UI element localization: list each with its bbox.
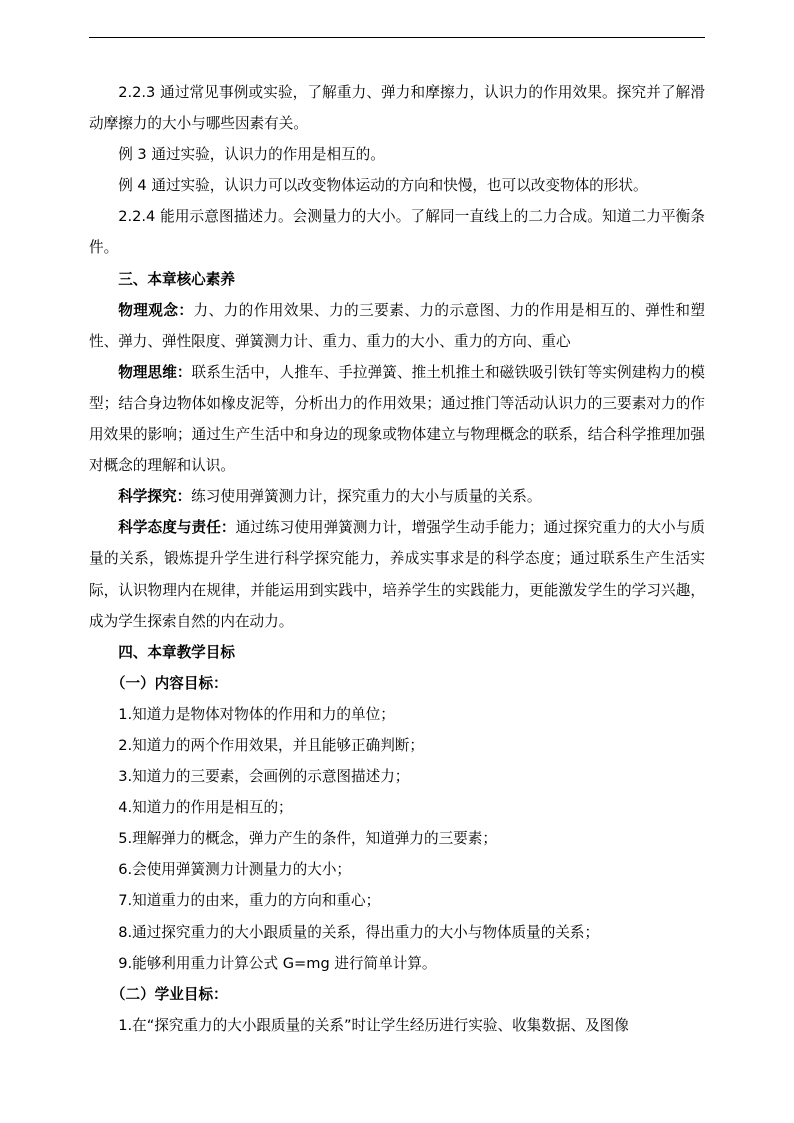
paragraph-2-2-3: 2.2.3 通过常见事例或实验，了解重力、弹力和摩擦力，认识力的作用效果。探究并了解滑动摩擦力的大小与哪些因素有关。 [89, 84, 705, 133]
academic-goal-item-1: 1.在“探究重力的大小跟质量的关系”时让学生经历进行实验、收集数据、及图像 [118, 1016, 629, 1034]
section-heading-core-literacy: 三、本章核心素养 [118, 270, 235, 288]
list-item-4: 4.知道力的作用是相互的； [118, 799, 293, 817]
text-physics-thinking: 联系生活中，人推车、手拉弹簧、推土机推土和磁铁吸引铁钉等实例建构力的模型；结合身边物体如橡皮泥等，分析出力的作用效果；通过推门等活动认识力的三要素对力的作用效果的影响；通过生产生活中和身边的现象或物体建立与物理概念的联系，结合科学推理加强对概念的理解和认识。 [89, 363, 705, 475]
label-science-inquiry: 科学探究： [118, 488, 192, 506]
list-item-5: 5.理解弹力的概念，弹力产生的条件，知道弹力的三要素； [118, 830, 497, 848]
paragraph-science-inquiry [89, 481, 705, 512]
list-item-8: 8.通过探究重力的大小跟质量的关系，得出重力的大小与物体质量的关系； [118, 923, 600, 941]
paragraph-science-attitude [89, 512, 705, 636]
header-rule [89, 37, 705, 38]
list-item-7: 7.知道重力的由来，重力的方向和重心； [118, 892, 381, 910]
label-science-attitude: 科学态度与责任： [118, 519, 236, 537]
paragraph-2-2-4: 2.2.4 能用示意图描述力。会测量力的大小。了解同一直线上的二力合成。知道二力平衡条件。 [89, 208, 705, 257]
paragraph-physics-thinking [89, 357, 705, 481]
document-body [89, 77, 705, 1041]
text-science-attitude: 通过练习使用弹簧测力计，增强学生动手能力；通过探究重力的大小与质量的关系，锻炼提升学生进行科学探究能力，养成实事求是的科学态度；通过联系生产生活实际，认识物理内在规律，并能运用到实践中，培养学生的实践能力，更能激发学生的学习兴趣，成为学生探索自然的内在动力。 [89, 519, 705, 630]
list-item-3: 3.知道力的三要素，会画例的示意图描述力； [118, 768, 410, 786]
subheading-academic-goals: （二）学业目标： [110, 985, 228, 1003]
list-item-9: 9.能够利用重力计算公式 G=mg 进行简单计算。 [118, 954, 437, 972]
paragraph-example-4: 例 4 通过实验，认识力可以改变物体运动的方向和快慢，也可以改变物体的形状。 [118, 177, 648, 195]
section-heading-teaching-goals: 四、本章教学目标 [118, 643, 235, 661]
text-science-inquiry: 练习使用弹簧测力计，探究重力的大小与质量的关系。 [191, 488, 542, 506]
list-item-2: 2.知道力的两个作用效果，并且能够正确判断； [118, 736, 424, 754]
subheading-content-goals: （一）内容目标： [110, 674, 228, 692]
label-physics-thinking: 物理思维： [118, 363, 192, 381]
list-item-6: 6.会使用弹簧测力计测量力的大小； [118, 861, 352, 879]
label-physics-concept: 物理观念： [118, 301, 194, 319]
text-physics-concept: 力、力的作用效果、力的三要素、力的示意图、力的作用是相互的、弹性和塑性、弹力、弹性限度、弹簧测力计、重力、重力的大小、重力的方向、重心 [89, 301, 705, 350]
paragraph-example-3: 例 3 通过实验，认识力的作用是相互的。 [118, 146, 385, 164]
list-item-1: 1.知道力是物体对物体的作用和力的单位； [118, 705, 395, 723]
paragraph-physics-concept [89, 295, 705, 357]
